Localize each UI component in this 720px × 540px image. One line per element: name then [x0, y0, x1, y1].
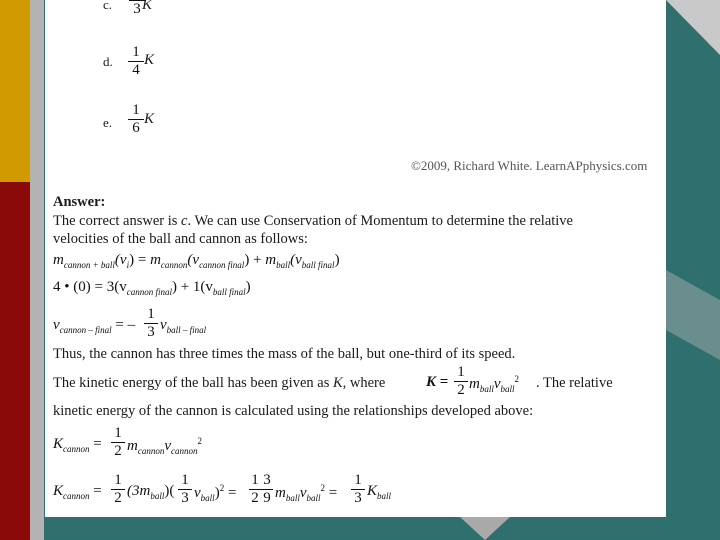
thus-text: Thus, the cannon has three times the mass of the ball, but one-third of its speed. — [53, 346, 516, 362]
answer-line-1: The correct answer is c. We can use Conservation of Momentum to determine the relative — [53, 213, 573, 229]
fraction-one-half-cannon: $\frac{1}{2}$ — [111, 425, 125, 460]
ke-line-1: The kinetic energy of the ball has been given as K, where — [53, 375, 386, 391]
equation-final-part2: $v_{ball})^2$ = — [194, 483, 237, 503]
fraction-f1: $\frac{1}{2}$ — [111, 472, 125, 507]
equation-ke-cannon-rhs: $m_{cannon}v_{cannon}^2$ — [127, 436, 203, 456]
option-c-letter: c. — [103, 0, 113, 12]
side-shape — [666, 270, 720, 360]
red-sidebar-bar — [0, 182, 30, 540]
option-d-letter: d. — [103, 54, 113, 69]
gold-sidebar-bar — [0, 0, 30, 182]
option-e-letter: e. — [103, 115, 113, 130]
option-c-var: K — [142, 0, 153, 13]
option-d-var: K — [144, 52, 155, 68]
option-d-fraction: $\frac{1}{4}$ — [128, 44, 144, 79]
equation-ke-ball-rhs: $m_{ball}v_{ball}^2$ — [469, 374, 520, 394]
option-e-var: K — [144, 111, 155, 127]
answer-heading: Answer: — [53, 194, 106, 210]
equation-substitution: 4 • $(0) = 3(v_{cannon final}) + 1(v_{ball final})$ — [53, 279, 251, 297]
document-page — [45, 0, 666, 517]
fraction-one-third: $\frac{1}{3}$ — [144, 306, 158, 341]
equation-final-part1: $(3m_{ball})$( — [127, 483, 175, 501]
equation-ke-ball: K = — [426, 374, 449, 390]
option-e-fraction: $\frac{1}{6}$ — [128, 102, 144, 137]
ke-line-2: kinetic energy of the cannon is calculated using the relationships developed above: — [53, 403, 534, 419]
equation-final-part4: $K_{ball}$ — [367, 483, 392, 501]
equation-momentum: $m_{cannon + ball}(v_i) = m_{cannon}(v_{cannon final}) + m_{ball}(v_{ball final})$ — [53, 252, 340, 270]
bottom-triangle — [460, 517, 510, 540]
fraction-f5: $\frac{1}{3}$ — [351, 472, 365, 507]
copyright: ©2009, Richard White. LearnAPphysics.com — [411, 158, 648, 173]
equation-ball-velocity: $v_{ball - final}$ — [160, 317, 207, 335]
fraction-f4: $\frac{3}{9}$ — [261, 472, 273, 507]
corner-triangle — [666, 0, 720, 55]
equation-final-lhs: $K_{cannon}$ = — [53, 483, 102, 501]
answer-line-2: velocities of the ball and cannon as follows: — [53, 231, 308, 247]
fraction-one-half-ke: $\frac{1}{2}$ — [454, 364, 468, 399]
equation-final-part3: $m_{ball}v_{ball}^2$ = — [275, 483, 338, 503]
fraction-f2: $\frac{1}{3}$ — [178, 472, 192, 507]
equation-ke-cannon: $K_{cannon}$ = — [53, 436, 102, 454]
ke-line-1-end: . The relative — [536, 375, 613, 391]
fraction-f3: $\frac{1}{2}$ — [249, 472, 261, 507]
option-c-fraction: 3 — [129, 0, 145, 18]
gray-sidebar-bar — [30, 0, 44, 540]
equation-cannon-velocity: $v_{cannon - final}$ = – — [53, 317, 136, 335]
